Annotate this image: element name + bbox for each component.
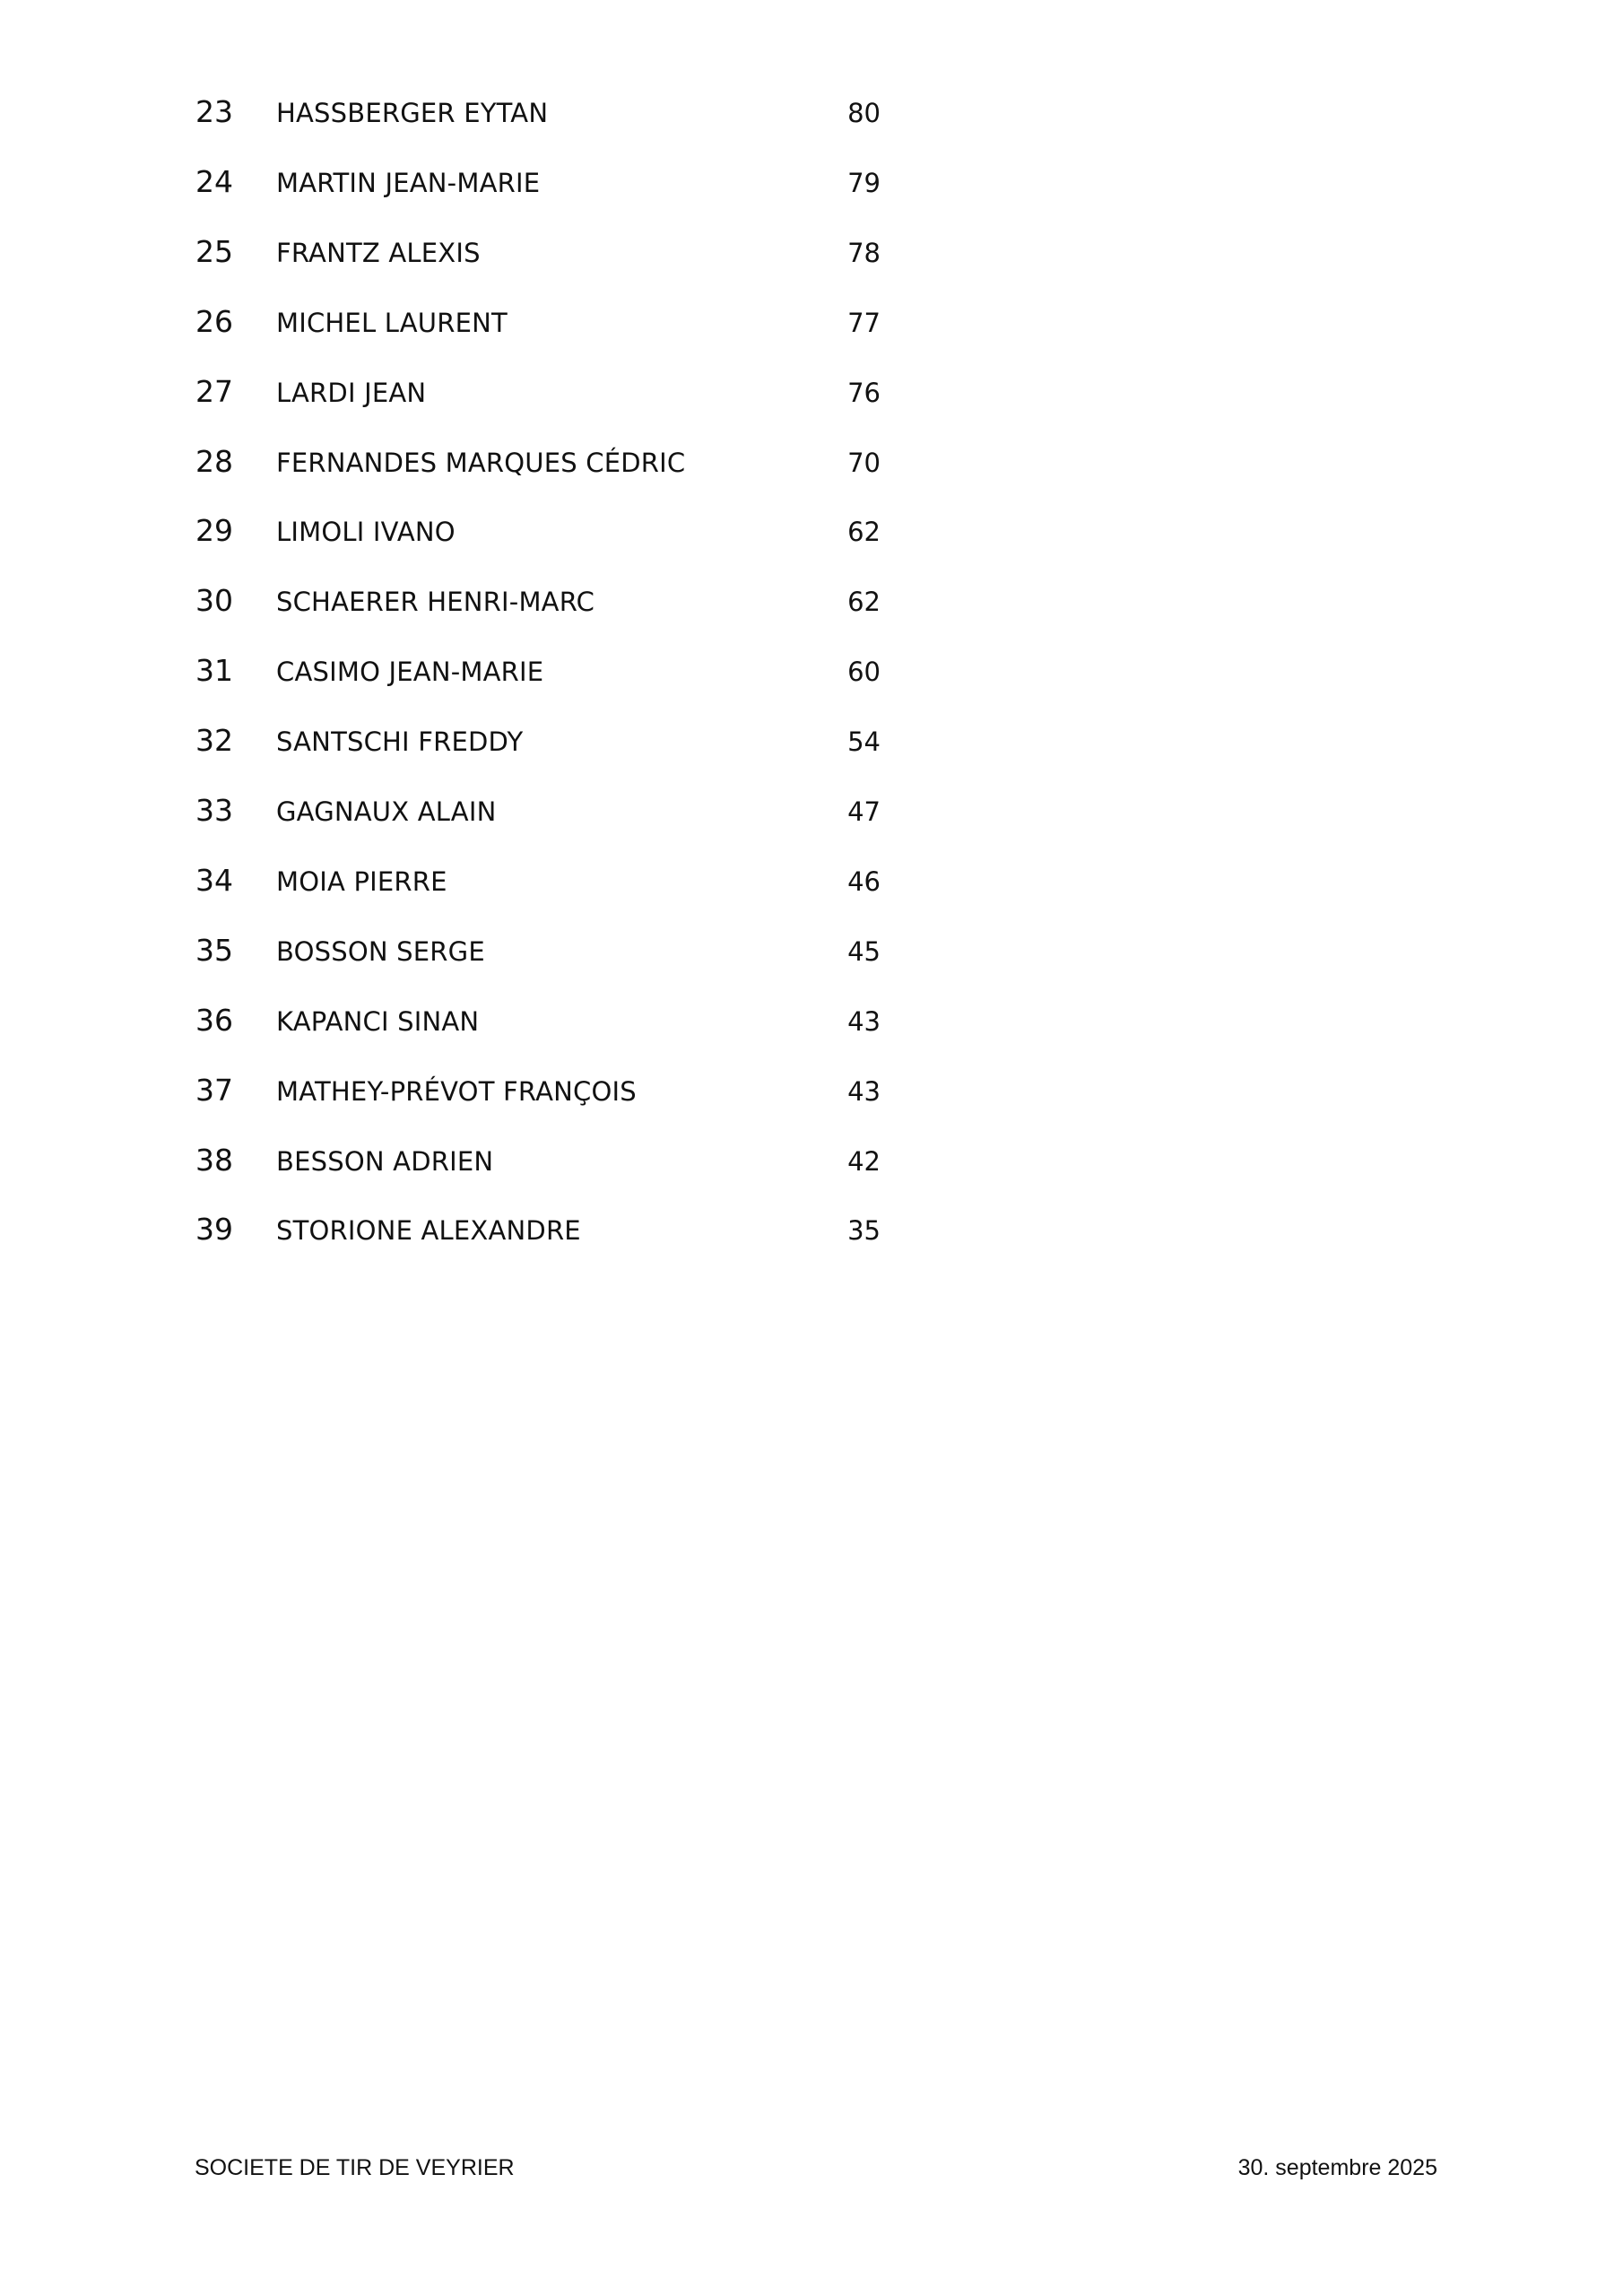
shooter-name: FERNANDES MARQUES CÉDRIC [276, 447, 686, 478]
rank: 39 [195, 1212, 233, 1248]
result-row [0, 374, 1623, 428]
score: 45 [847, 935, 881, 967]
shooter-name: LIMOLI IVANO [276, 517, 456, 548]
result-row [0, 1143, 1623, 1196]
result-row [0, 304, 1623, 358]
score: 43 [847, 1005, 881, 1037]
rank: 25 [195, 233, 233, 269]
shooter-name: SCHAERER HENRI-MARC [276, 587, 595, 618]
shooter-name: BESSON ADRIEN [276, 1145, 494, 1177]
rank: 24 [195, 163, 233, 199]
score: 80 [847, 98, 881, 128]
score: 60 [847, 657, 881, 688]
result-row [0, 933, 1623, 987]
rank: 36 [195, 1002, 233, 1038]
shooter-name: STORIONE ALEXANDRE [276, 1215, 581, 1247]
rank: 37 [195, 1072, 233, 1108]
rank: 34 [195, 862, 233, 898]
score: 43 [847, 1075, 881, 1107]
score: 46 [847, 865, 881, 897]
rank: 32 [195, 723, 233, 759]
score: 77 [847, 307, 881, 338]
result-row [0, 94, 1623, 148]
score: 62 [847, 517, 881, 548]
rank: 23 [195, 94, 233, 129]
rank: 26 [195, 303, 233, 339]
result-row [0, 723, 1623, 777]
result-row [0, 164, 1623, 218]
result-row [0, 234, 1623, 288]
score: 35 [847, 1215, 881, 1247]
rank: 33 [195, 793, 233, 828]
rank: 30 [195, 583, 233, 619]
score: 62 [847, 587, 881, 618]
score: 78 [847, 237, 881, 268]
shooter-name: MATHEY-PRÉVOT FRANÇOIS [276, 1075, 637, 1107]
shooter-name: BOSSON SERGE [276, 935, 485, 967]
rank: 38 [195, 1142, 233, 1178]
score: 79 [847, 167, 881, 198]
result-row [0, 793, 1623, 847]
result-row [0, 444, 1623, 498]
shooter-name: MICHEL LAURENT [276, 307, 508, 338]
result-row [0, 513, 1623, 567]
shooter-name: MARTIN JEAN-MARIE [276, 167, 541, 198]
rank: 28 [195, 443, 233, 479]
rank: 29 [195, 513, 233, 549]
shooter-name: GAGNAUX ALAIN [276, 796, 497, 827]
shooter-name: SANTSCHI FREDDY [276, 726, 524, 758]
score: 54 [847, 726, 881, 758]
score: 47 [847, 796, 881, 827]
result-row [0, 583, 1623, 637]
shooter-name: FRANTZ ALEXIS [276, 237, 481, 268]
result-row [0, 863, 1623, 917]
shooter-name: MOIA PIERRE [276, 865, 447, 897]
score: 70 [847, 447, 881, 478]
shooter-name: HASSBERGER EYTAN [276, 98, 549, 128]
rank: 27 [195, 373, 233, 409]
result-row [0, 1073, 1623, 1126]
result-row [0, 1003, 1623, 1057]
footer-date: 30. septembre 2025 [1237, 2155, 1437, 2180]
shooter-name: LARDI JEAN [276, 377, 427, 408]
rank: 35 [195, 932, 233, 968]
shooter-name: KAPANCI SINAN [276, 1005, 480, 1037]
rank: 31 [195, 653, 233, 689]
shooter-name: CASIMO JEAN-MARIE [276, 657, 544, 688]
score: 76 [847, 377, 881, 408]
result-row [0, 1212, 1623, 1265]
result-row [0, 653, 1623, 707]
score: 42 [847, 1145, 881, 1177]
footer-organization: SOCIETE DE TIR DE VEYRIER [195, 2155, 515, 2180]
